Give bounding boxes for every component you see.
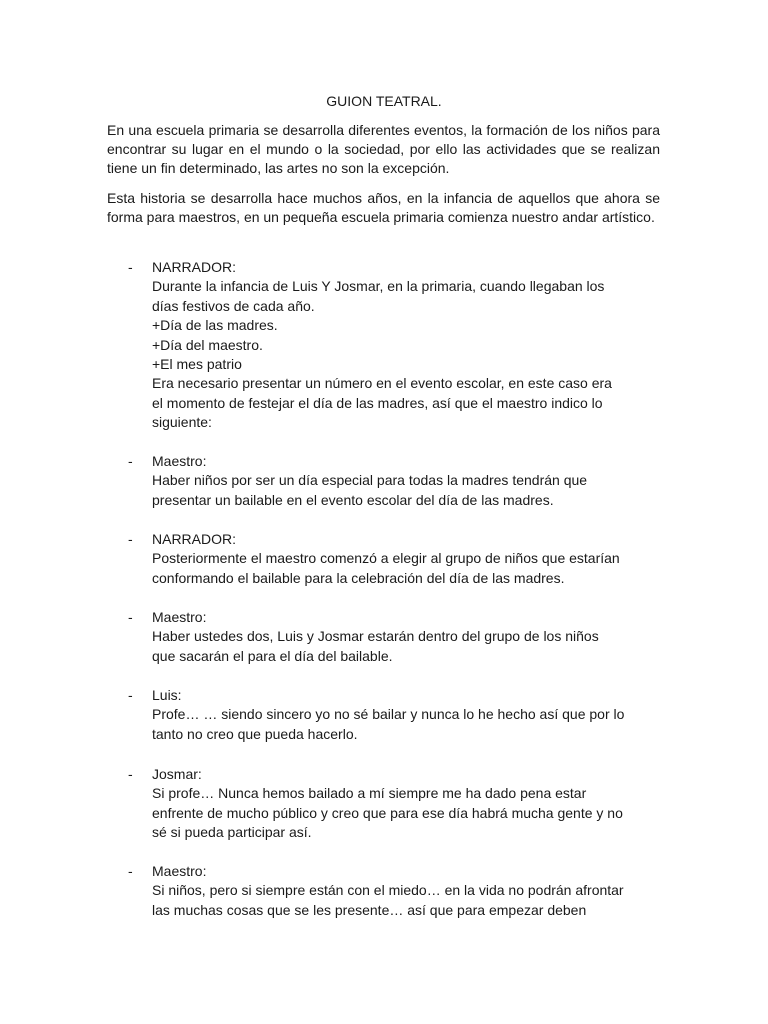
entry-body [152,258,672,433]
dialogue-line: +El mes patrio [152,356,242,373]
dialogue-line: el momento de festejar el día de las madres, así que el maestro indico lo [152,394,603,411]
dialogue-line: tanto no creo que pueda hacerlo. [152,725,358,742]
list-bullet: - [128,453,133,469]
speaker-label: Maestro: [152,453,207,469]
intro-paragraph: En una escuela primaria se desarrolla diferentes eventos, la formación de los niños para encontrar su lugar en el mundo o la sociedad, por ello las actividades que se realizan tiene un fin determinado, las artes no son la excepción. [107,122,660,176]
list-bullet: - [128,609,133,625]
dialogue-line: días festivos de cada año. [152,297,315,314]
dialogue-line: Profe… … siendo sincero yo no sé bailar y nunca lo he hecho así que por lo [152,706,625,723]
dialogue-line: Si profe… Nunca hemos bailado a mí siempre me ha dado pena estar [152,785,587,802]
entry-body [152,686,672,744]
entry-body [152,765,672,843]
entry-body [152,862,672,920]
speaker-label: Maestro: [152,863,207,879]
list-bullet: - [128,531,133,547]
dialogue-line: las muchas cosas que se les presente… así que para empezar deben [152,901,587,918]
list-bullet: - [128,687,133,703]
dialogue-line: +Día del maestro. [152,336,263,353]
document-title: GUION TEATRAL. [326,93,442,109]
dialogue-line: que sacarán el para el día del bailable. [152,647,393,664]
dialogue-line: Si niños, pero si siempre están con el miedo… en la vida no podrán afrontar [152,882,624,899]
list-bullet: - [128,766,133,782]
dialogue-line: Haber niños por ser un día especial para todas la madres tendrán que [152,472,588,489]
list-bullet: - [128,259,133,275]
dialogue-line: siguiente: [152,414,212,431]
dialogue-line: Posteriormente el maestro comenzó a elegir al grupo de niños que estarían [152,550,620,567]
dialogue-line: Era necesario presentar un número en el evento escolar, en este caso era [152,375,612,392]
dialogue-line: Durante la infancia de Luis Y Josmar, en la primaria, cuando llegaban los [152,278,605,295]
story-paragraph: Esta historia se desarrolla hace muchos años, en la infancia de aquellos que ahora se forma para maestros, en un pequeña escuela primaria comienza nuestro andar artístico. [107,190,660,225]
entry-body [152,530,672,588]
dialogue-line: enfrente de mucho público y creo que para ese día habrá mucha gente y no [152,804,623,821]
speaker-label: Luis: [152,687,182,703]
speaker-label: Maestro: [152,609,207,625]
entry-body [152,608,672,666]
dialogue-line: Haber ustedes dos, Luis y Josmar estarán dentro del grupo de los niños [152,628,599,645]
dialogue-line: +Día de las madres. [152,317,278,334]
dialogue-line: sé si pueda participar así. [152,824,312,841]
speaker-label: NARRADOR: [152,531,237,547]
dialogue-line: conformando el bailable para la celebración del día de las madres. [152,569,565,586]
dialogue-line: presentar un bailable en el evento escolar del día de las madres. [152,491,554,508]
speaker-label: NARRADOR: [152,259,237,275]
list-bullet: - [128,863,133,879]
speaker-label: Josmar: [152,766,202,782]
entry-body [152,452,672,510]
